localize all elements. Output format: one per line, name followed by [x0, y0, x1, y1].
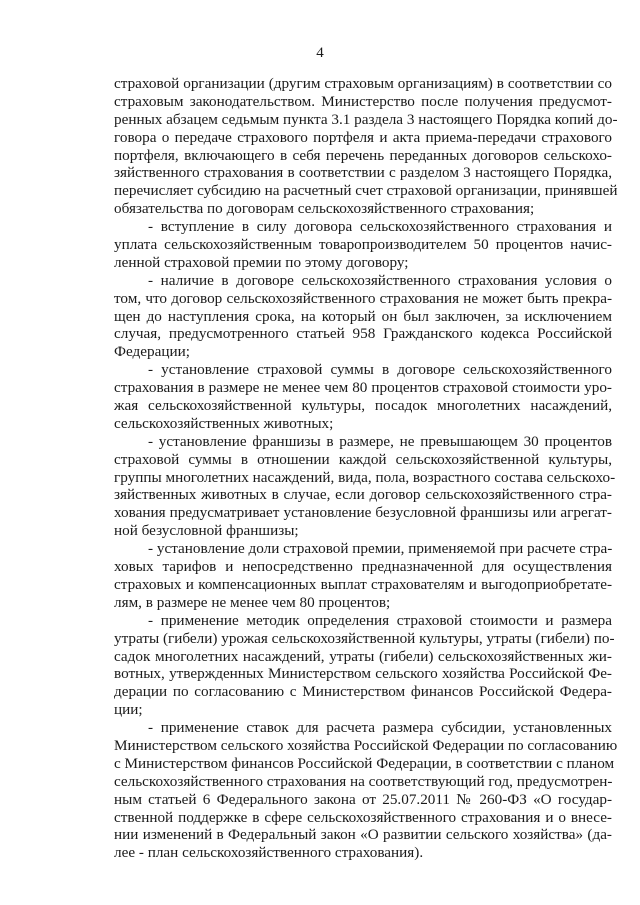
text-line: говора о передаче страхового портфеля и акта приема-передачи страхового — [114, 128, 612, 146]
text-line: - установление доли страховой премии, применяемой при расчете стра- — [148, 540, 613, 558]
text-line: лее - план сельскохозяйственного страхования). — [114, 844, 424, 862]
text-line: перечисляет субсидию на расчетный счет страховой организации, принявшей — [114, 182, 618, 200]
text-line: - наличие в договоре сельскохозяйственного страхования условия о — [148, 271, 612, 289]
text-line: случая, предусмотренного статьей 958 Гражданского кодекса Российской — [114, 325, 612, 343]
text-line: портфеля, включающего в себя перечень переданных договоров сельскохо- — [114, 146, 612, 164]
text-line: Министерством сельского хозяйства Российской Федерации по согласованию — [114, 736, 618, 754]
paragraph — [114, 719, 618, 862]
text-line: группы многолетних насаждений, вида, пола, возрастного состава сельскохо- — [114, 468, 616, 486]
paragraph — [114, 611, 615, 719]
text-line: ции; — [114, 701, 143, 719]
text-line: страховой организации (другим страховым организациям) в соответствии со — [114, 75, 612, 92]
text-line: нии изменений в Федеральный закон «О развитии сельского хозяйства» (да- — [114, 826, 612, 844]
paragraph — [114, 432, 616, 540]
text-line: - установление страховой суммы в договоре сельскохозяйственного — [148, 361, 612, 379]
text-line: страховой суммы в отношении каждой сельскохозяйственной культуры, — [114, 450, 612, 468]
document-body — [114, 75, 618, 862]
paragraph — [114, 272, 612, 361]
text-line: - применение методик определения страховой стоимости и размера — [148, 611, 612, 629]
text-line: обязательства по договорам сельскохозяйственного страхования; — [114, 200, 535, 218]
text-line: хования предусматривает установление безусловной франшизы или агрегат- — [114, 504, 612, 522]
text-line: ховых тарифов и непосредственно предназначенной для осуществления — [114, 558, 612, 576]
text-line: зяйственных животных в случае, если договор сельскохозяйственного стра- — [114, 486, 612, 504]
text-line: вотных, утвержденных Министерством сельского хозяйства Российской Фе- — [114, 665, 612, 683]
paragraph — [114, 540, 612, 612]
text-line: дерации по согласованию с Министерством финансов Российской Федера- — [114, 683, 612, 701]
text-line: жая сельскохозяйственной культуры, посадок многолетних насаждений, — [114, 397, 612, 415]
text-line: - применение ставок для расчета размера субсидии, установленных — [148, 719, 612, 737]
text-line: ренных абзацем седьмым пункта 3.1 раздела 3 настоящего Порядка копий до- — [114, 110, 618, 128]
text-line: утраты (гибели) урожая сельскохозяйственной культуры, утраты (гибели) по- — [114, 629, 615, 647]
text-line: сельскохозяйственных животных; — [114, 414, 334, 432]
text-line: страховым законодательством. Министерство после получения предусмот- — [114, 92, 612, 110]
text-line: ственной поддержке в сфере сельскохозяйственного страхования и о внесе- — [114, 808, 612, 826]
text-line: зяйственного страхования в соответствии с разделом 3 настоящего Порядка, — [114, 164, 612, 182]
text-line: страхования в размере не менее чем 80 процентов страховой стоимости уро- — [114, 379, 612, 397]
text-line: том, что договор сельскохозяйственного страхования не может быть прекра- — [114, 289, 612, 307]
text-line: ным статьей 6 Федерального закона от 25.07.2011 № 260-ФЗ «О государ- — [114, 790, 612, 808]
paragraph — [114, 361, 612, 433]
text-line: щен до наступления срока, на который он был заключен, за исключением — [114, 307, 612, 325]
paragraph — [114, 75, 618, 218]
text-line: садок многолетних насаждений, утраты (гибели) сельскохозяйственных жи- — [114, 647, 612, 665]
page-number: 4 — [316, 45, 324, 61]
text-line: страховых и компенсационных выплат страхователям и выгодоприобретате- — [114, 575, 612, 593]
text-line: ленной страховой премии по этому договору; — [114, 253, 409, 271]
text-line: Федерации; — [114, 343, 190, 361]
text-line: уплата сельскохозяйственным товаропроизводителем 50 процентов начис- — [114, 236, 612, 254]
text-line: лям, в размере не менее чем 80 процентов; — [114, 593, 391, 611]
text-line: ной безусловной франшизы; — [114, 522, 299, 540]
paragraph — [114, 218, 612, 272]
text-line: с Министерством финансов Российской Федерации, в соответствии с планом — [114, 754, 615, 772]
text-line: - установление франшизы в размере, не превышающем 30 процентов — [148, 432, 612, 450]
text-line: - вступление в силу договора сельскохозяйственного страхования и — [148, 218, 612, 236]
text-line: сельскохозяйственного страхования на соответствующий год, предусмотрен- — [114, 772, 613, 790]
